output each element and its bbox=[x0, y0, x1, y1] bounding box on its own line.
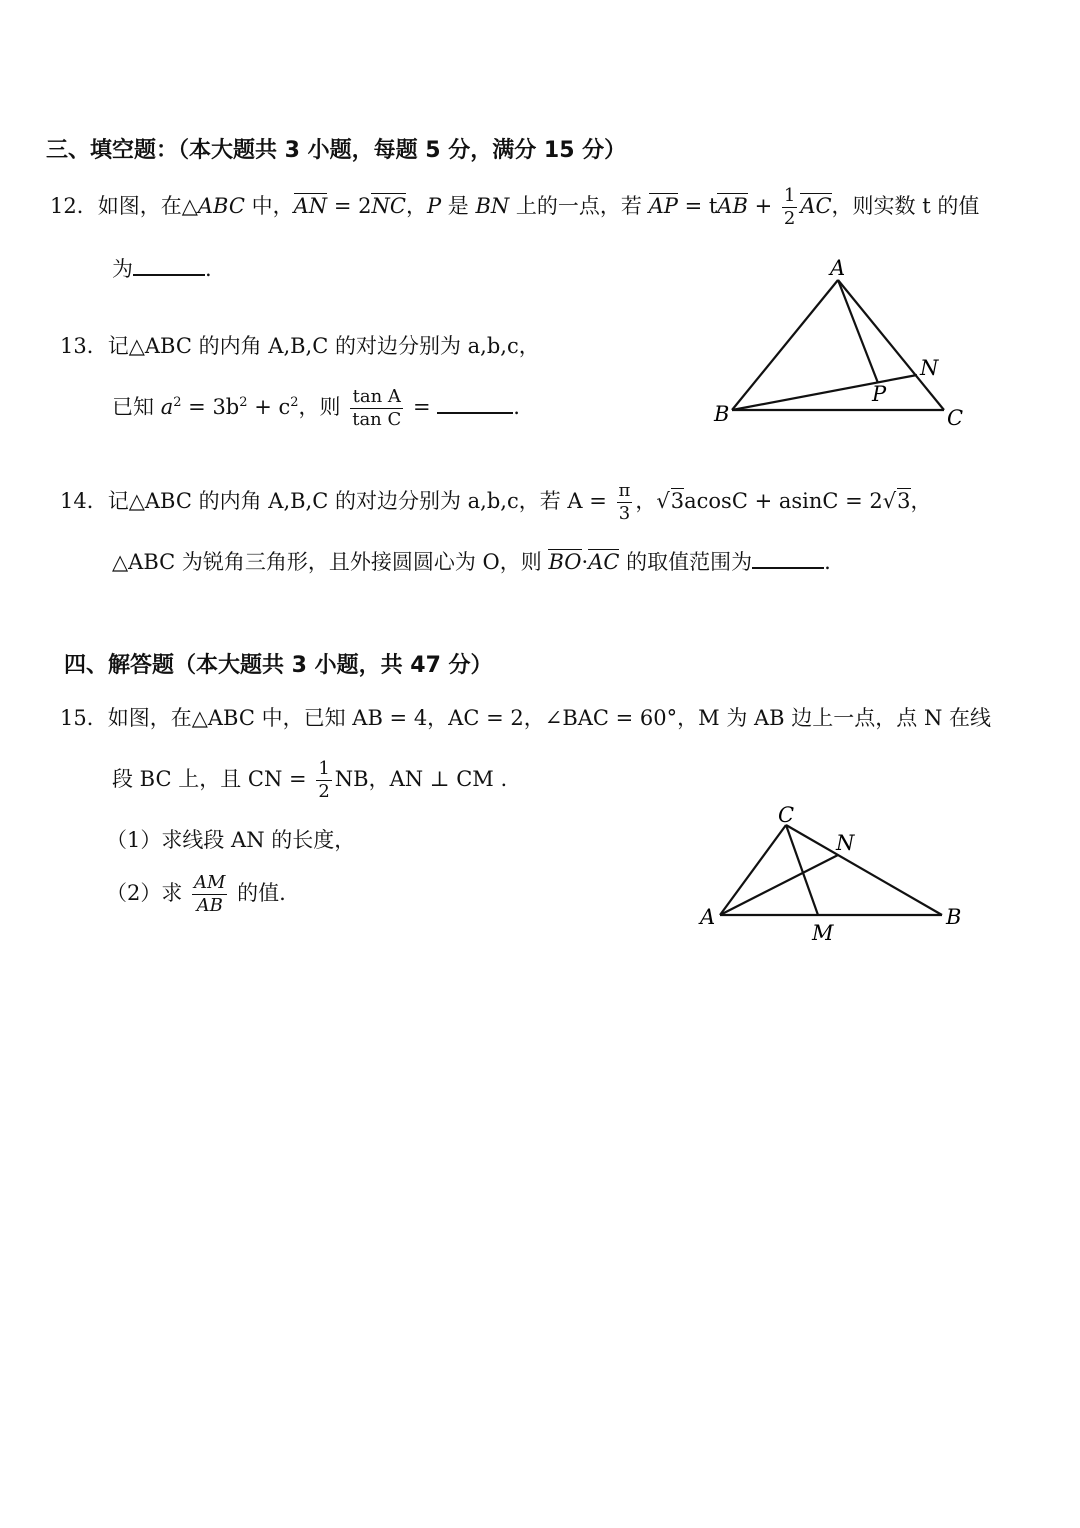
label-a: A bbox=[830, 256, 846, 280]
exponent: 2 bbox=[239, 395, 248, 410]
segment-bn: BN bbox=[475, 194, 510, 218]
q15-text: NB，AN ⊥ CM . bbox=[334, 767, 508, 791]
point-p: P bbox=[426, 194, 442, 218]
vector-ab: AB bbox=[717, 194, 748, 218]
q12-text: = 2 bbox=[327, 194, 372, 218]
segment-cm bbox=[786, 825, 818, 915]
question-14-line-1 bbox=[60, 482, 932, 523]
dot-operator: · bbox=[581, 550, 589, 574]
segment-ap bbox=[838, 280, 878, 383]
question-12-line-2 bbox=[112, 253, 212, 283]
vector-ac: AC bbox=[800, 194, 832, 218]
q13-text: a bbox=[160, 395, 174, 419]
q13-text: = bbox=[406, 395, 438, 419]
side-ac bbox=[838, 280, 944, 410]
segment-bn bbox=[732, 375, 917, 410]
fraction-denominator: AB bbox=[196, 895, 223, 916]
period: . bbox=[513, 395, 520, 419]
radicand: 3 bbox=[670, 489, 685, 513]
label-n: N bbox=[836, 831, 855, 855]
q12-triangle: ABC bbox=[197, 194, 245, 218]
label-m: M bbox=[812, 921, 834, 945]
side-ab bbox=[732, 280, 838, 410]
q12-text: 上的一点，若 bbox=[509, 194, 649, 218]
q12-text: = t bbox=[677, 194, 718, 218]
q14-text: ， bbox=[910, 489, 932, 513]
fraction-one-half bbox=[782, 187, 797, 228]
q13-text: ，则 bbox=[298, 395, 348, 419]
q12-text: 12．如图，在△ bbox=[50, 194, 198, 218]
question-15-line-1: 15．如图，在△ABC 中，已知 AB = 4，AC = 2，∠BAC = 60°，M 为 AB 边上一点，点 N 在线 bbox=[60, 706, 992, 730]
q14-text: △ABC 为锐角三角形，且外接圆圆心为 O，则 bbox=[112, 550, 549, 574]
q12-text: 中， bbox=[244, 194, 294, 218]
q15-text: （2）求 bbox=[106, 881, 190, 905]
period: . bbox=[824, 550, 831, 574]
fraction-numerator: π bbox=[618, 480, 631, 501]
question-13-line-2 bbox=[112, 388, 520, 429]
q15-text: 的值. bbox=[230, 881, 286, 905]
label-n: N bbox=[920, 356, 939, 380]
figure-triangle-abc-q15 bbox=[690, 800, 970, 950]
q14-text: 14．记△ABC 的内角 A,B,C 的对边分别为 a,b,c，若 A = bbox=[60, 489, 614, 513]
fraction-am-over-ab bbox=[192, 874, 227, 915]
question-12-line-1 bbox=[50, 187, 979, 228]
q12-text: 为 bbox=[112, 257, 133, 281]
q15-text: 段 BC 上，且 CN = bbox=[112, 767, 314, 791]
q12-text: ，则实数 t 的值 bbox=[831, 194, 980, 218]
fraction-tan-ratio bbox=[350, 388, 403, 429]
fraction-denominator: 3 bbox=[618, 503, 631, 524]
question-15-line-2 bbox=[112, 760, 507, 801]
fraction-one-half bbox=[316, 760, 331, 801]
q13-text: = 3b bbox=[181, 395, 240, 419]
vector-bo: BO bbox=[548, 550, 582, 574]
q12-text: + bbox=[747, 194, 779, 218]
answer-blank-13 bbox=[437, 412, 513, 414]
question-13-line-1: 13．记△ABC 的内角 A,B,C 的对边分别为 a,b,c， bbox=[60, 334, 540, 358]
fraction-denominator: tan C bbox=[352, 409, 402, 430]
exponent: 2 bbox=[173, 395, 182, 410]
q14-text: ，√ bbox=[635, 489, 670, 513]
vector-ac: AC bbox=[588, 550, 620, 574]
fraction-denominator: 2 bbox=[318, 781, 330, 802]
figure-triangle-abc-q12 bbox=[700, 255, 980, 435]
label-b: B bbox=[714, 402, 730, 426]
q14-text: acosC + asinC = 2√ bbox=[684, 489, 897, 513]
radicand: 3 bbox=[897, 489, 911, 513]
fraction-numerator: 1 bbox=[783, 185, 796, 206]
answer-blank-14 bbox=[752, 567, 824, 569]
vector-nc: NC bbox=[371, 194, 406, 218]
label-b: B bbox=[946, 905, 962, 929]
fraction-numerator: 1 bbox=[318, 758, 330, 779]
side-ac bbox=[720, 825, 786, 915]
period: . bbox=[205, 257, 212, 281]
q13-text: + c bbox=[247, 395, 291, 419]
exponent: 2 bbox=[290, 395, 299, 410]
fraction-numerator: AM bbox=[194, 872, 226, 893]
label-c: C bbox=[947, 406, 964, 430]
question-15-part-2 bbox=[106, 874, 286, 915]
q13-text: 已知 bbox=[112, 395, 161, 419]
q12-text: 是 bbox=[441, 194, 476, 218]
fraction-numerator: tan A bbox=[350, 388, 403, 409]
vector-an: AN bbox=[293, 194, 328, 218]
label-c: C bbox=[778, 803, 795, 827]
fraction-denominator: 2 bbox=[783, 208, 796, 229]
fraction-pi-over-3 bbox=[617, 482, 633, 523]
label-a: A bbox=[700, 905, 716, 929]
answer-blank-12 bbox=[133, 274, 205, 276]
q14-text: 的取值范围为 bbox=[619, 550, 753, 574]
question-15-part-1: （1）求线段 AN 的长度， bbox=[106, 828, 356, 852]
section-3-heading: 三、填空题：（本大题共 3 小题，每题 5 分，满分 15 分） bbox=[46, 138, 627, 163]
question-14-line-2 bbox=[112, 546, 831, 576]
section-4-heading: 四、解答题（本大题共 3 小题，共 47 分） bbox=[64, 653, 493, 678]
q12-text: ， bbox=[405, 194, 427, 218]
label-p: P bbox=[872, 382, 887, 406]
segment-an bbox=[720, 855, 838, 915]
vector-ap: AP bbox=[648, 194, 678, 218]
